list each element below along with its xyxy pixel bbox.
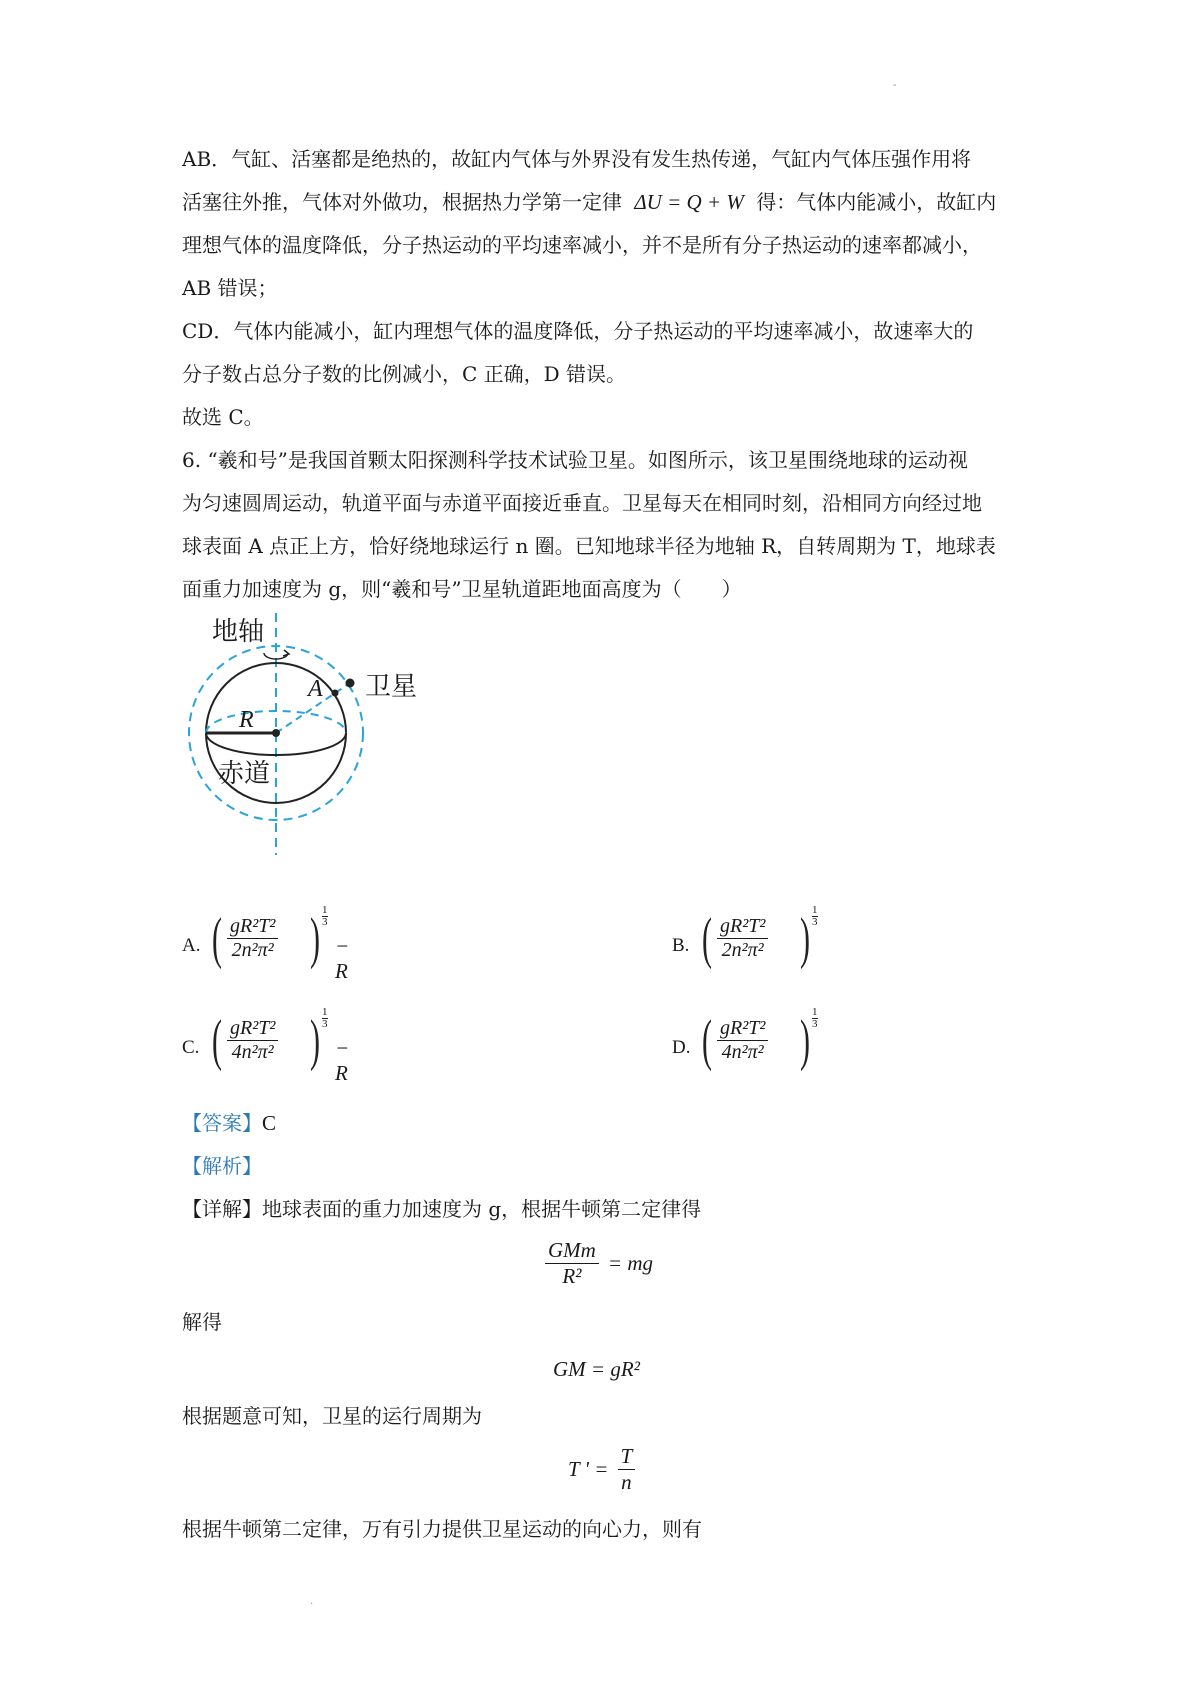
option-d-label: D. xyxy=(672,1037,691,1058)
question-line-4: 面重力加速度为 g，则“羲和号”卫星轨道距地面高度为（ ） xyxy=(182,577,742,601)
answer-line xyxy=(182,1111,276,1135)
figure-radius-label: R xyxy=(239,707,254,733)
point-a-dot xyxy=(332,690,339,697)
option-b-numerator: gR²T² xyxy=(717,915,768,939)
analysis-tag: 【解析】 xyxy=(182,1154,262,1178)
figure-axis-label: 地轴 xyxy=(212,617,265,647)
equation-3-denominator: n xyxy=(621,1470,632,1494)
ab-line-2-tail: 得：气体内能减小，故缸内 xyxy=(756,190,997,214)
option-b-fraction xyxy=(717,915,768,962)
ab-line-2 xyxy=(182,190,996,214)
cd-line-1: CD．气体内能减小，缸内理想气体的温度降低，分子热运动的平均速率减小，故速率大的 xyxy=(182,319,974,343)
option-c-label: C. xyxy=(182,1037,200,1058)
figure-point-a-label: A xyxy=(308,676,323,702)
option-a-fraction xyxy=(227,915,278,962)
equation-1 xyxy=(545,1238,653,1289)
last-text: 根据牛顿第二定律，万有引力提供卫星运动的向心力，则有 xyxy=(182,1517,702,1541)
equation-1-rhs: = mg xyxy=(607,1251,654,1275)
option-c-numerator: gR²T² xyxy=(227,1017,278,1041)
option-a-suffix: − R xyxy=(335,934,350,983)
option-a-exponent: 1 3 xyxy=(322,904,328,928)
equation-3 xyxy=(568,1444,635,1495)
option-b-denominator: 2n²π² xyxy=(721,939,764,961)
equation-1-numerator: GMm xyxy=(545,1238,599,1264)
equation-1-denominator: R² xyxy=(562,1264,582,1288)
option-c-exponent: 1 3 xyxy=(322,1006,328,1030)
option-a-numerator: gR²T² xyxy=(227,915,278,939)
first-law-formula: ΔU = Q + W xyxy=(634,190,744,214)
figure-satellite-label: 卫星 xyxy=(365,672,418,702)
detail-text: 地球表面的重力加速度为 g，根据牛顿第二定律得 xyxy=(262,1197,702,1221)
detail-tag: 【详解】 xyxy=(182,1197,262,1221)
ab-line-4: AB 错误； xyxy=(182,276,278,300)
corner-mark: - xyxy=(893,80,897,91)
ab-line-2-text: 活塞往外推，气体对外做功，根据热力学第一定律 xyxy=(182,190,622,214)
satellite-dot xyxy=(346,679,355,688)
question-line-3: 球表面 A 点正上方，恰好绕地球运行 n 圈。已知地球半径为地轴 R，自转周期为 T，地球表 xyxy=(182,534,996,558)
option-a-denominator: 2n²π² xyxy=(231,939,274,961)
option-b-label: B. xyxy=(672,935,690,956)
option-d-denominator: 4n²π² xyxy=(721,1041,764,1063)
period-text: 根据题意可知，卫星的运行周期为 xyxy=(182,1404,482,1428)
option-c-suffix: − R xyxy=(335,1036,350,1085)
option-d-numerator: gR²T² xyxy=(717,1017,768,1041)
option-c-fraction xyxy=(227,1017,278,1064)
answer-tag: 【答案】 xyxy=(182,1111,262,1135)
equation-3-numerator: T xyxy=(618,1444,636,1470)
option-d-fraction xyxy=(717,1017,768,1064)
equation-3-lhs: T ' = xyxy=(568,1457,609,1481)
center-dot xyxy=(272,729,280,737)
ab-line-1: AB．气缸、活塞都是绝热的，故缸内气体与外界没有发生热传递，气缸内气体压强作用将 xyxy=(182,147,972,171)
option-c-denominator: 4n²π² xyxy=(231,1041,274,1063)
equation-3-fraction xyxy=(618,1444,636,1495)
option-b-exponent: 1 3 xyxy=(812,904,818,928)
answer-value: C xyxy=(262,1111,277,1135)
figure-equator-label: 赤道 xyxy=(218,759,271,789)
ab-line-3: 理想气体的温度降低，分子热运动的平均速率减小，并不是所有分子热运动的速率都减小， xyxy=(182,233,982,257)
option-a-label: A. xyxy=(182,935,201,956)
option-d-exponent: 1 3 xyxy=(812,1006,818,1030)
cd-line-2: 分子数占总分子数的比例减小，C 正确，D 错误。 xyxy=(182,362,627,386)
question-line-2: 为匀速圆周运动，轨道平面与赤道平面接近垂直。卫星每天在相同时刻，沿相同方向经过地 xyxy=(182,491,982,515)
choice-line: 故选 C。 xyxy=(182,405,264,429)
bottom-mark: . xyxy=(310,1596,314,1607)
detail-line xyxy=(182,1197,701,1221)
equation-2: GM = gR² xyxy=(553,1357,640,1381)
question-line-1: 6. “羲和号”是我国首颗太阳探测科学技术试验卫星。如图所示，该卫星围绕地球的运动视 xyxy=(182,448,968,472)
solve-text: 解得 xyxy=(182,1310,222,1334)
equation-1-fraction xyxy=(545,1238,599,1289)
